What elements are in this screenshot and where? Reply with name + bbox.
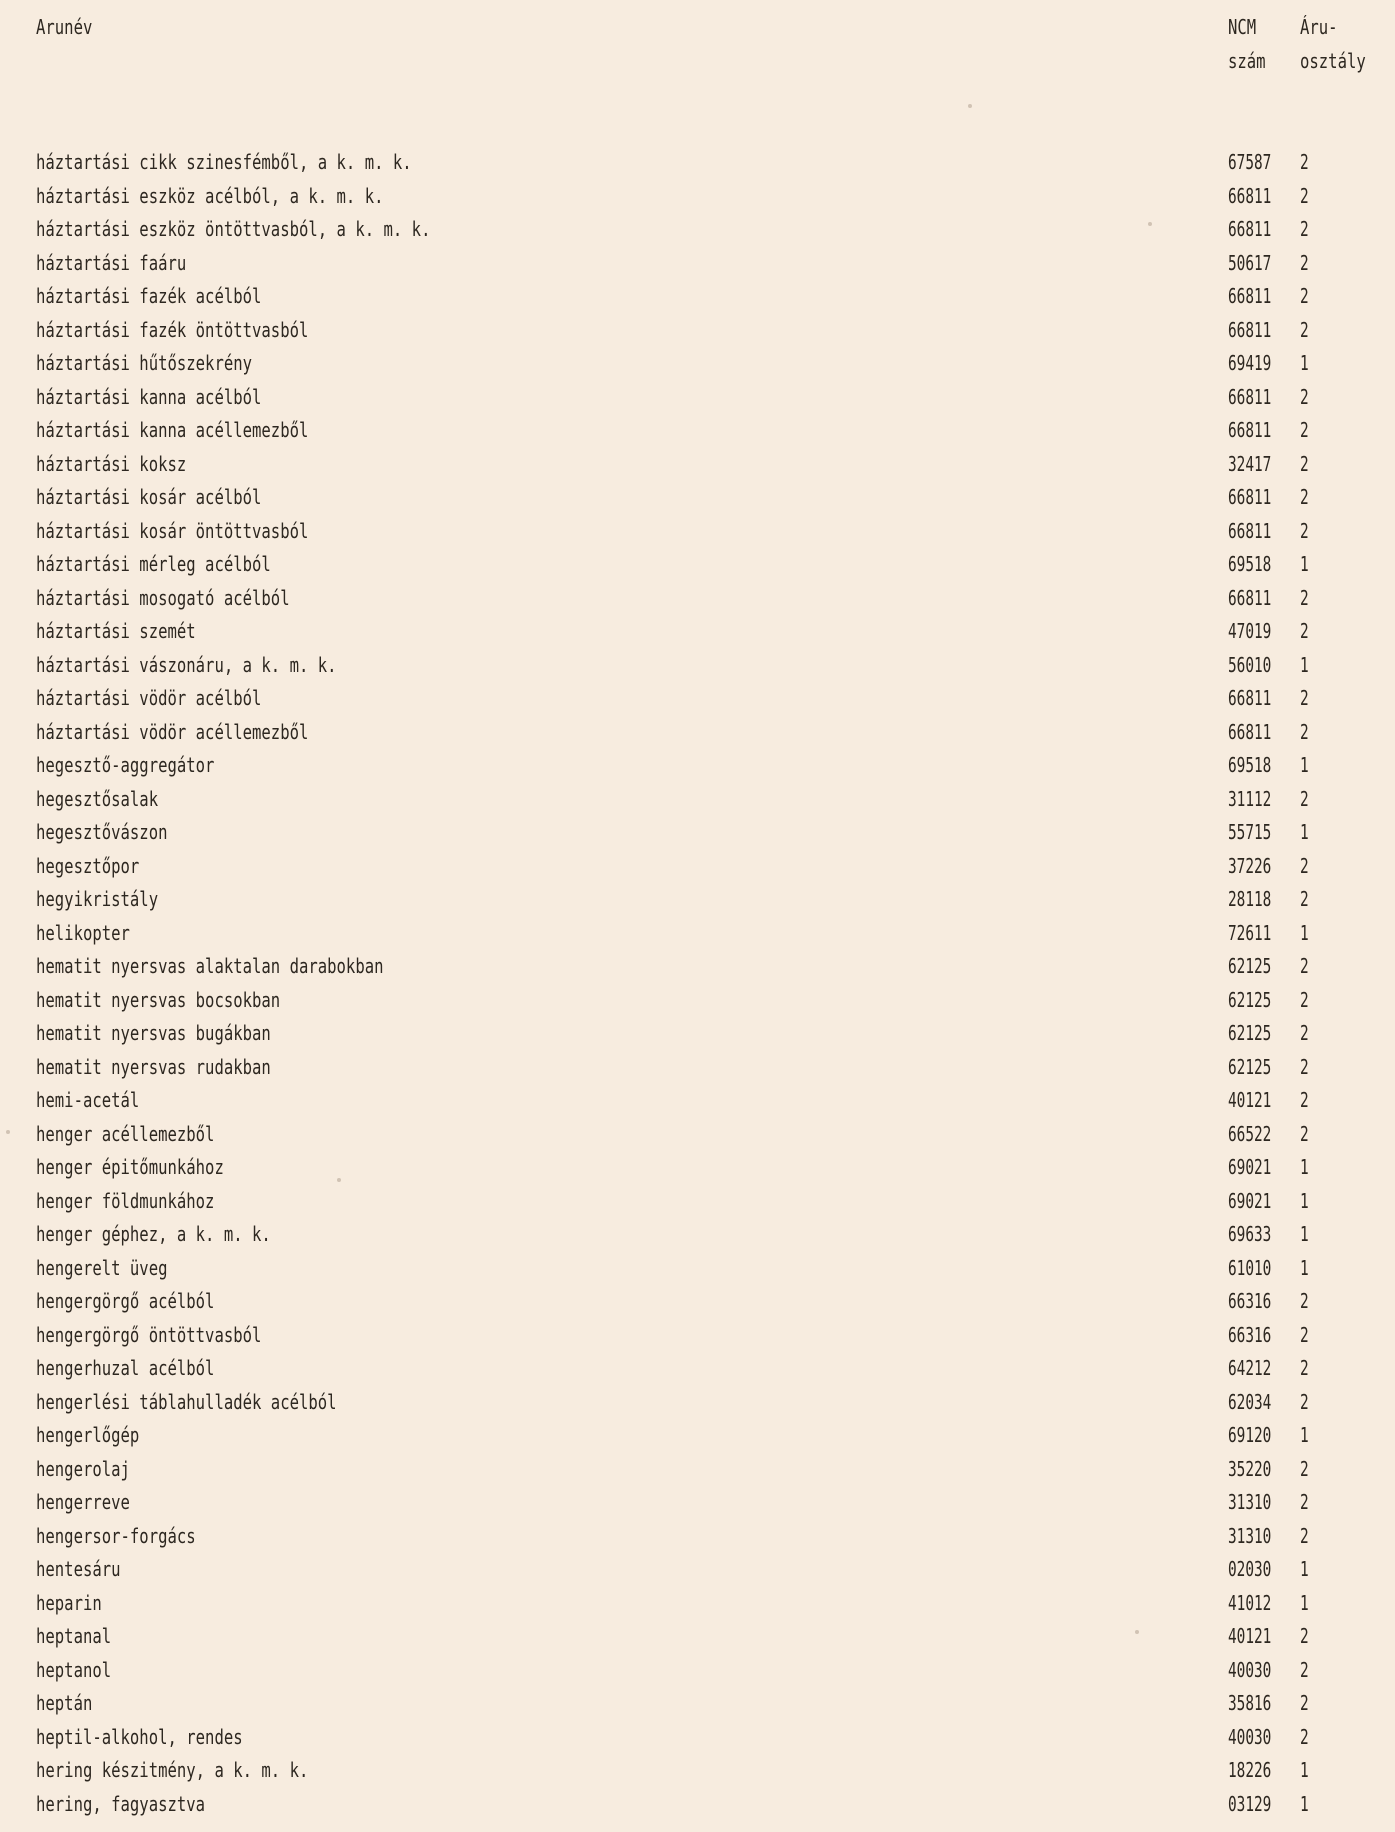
paper-speck [968, 104, 972, 108]
product-name: hematit nyersvas rudakban [36, 1054, 271, 1079]
table-row [0, 280, 1395, 314]
table-row [0, 381, 1395, 415]
product-class: 2 [1300, 1021, 1309, 1045]
product-class: 2 [1300, 384, 1309, 409]
product-class: 2 [1300, 150, 1309, 174]
product-class: 1 [1300, 753, 1309, 777]
product-class: 2 [1300, 1456, 1309, 1481]
product-class: 2 [1300, 250, 1309, 275]
table-row [0, 950, 1395, 984]
ncm-number: 40030 [1228, 1657, 1272, 1682]
ncm-number: 66811 [1228, 585, 1272, 610]
table-row [0, 1185, 1395, 1219]
table-row [0, 1687, 1395, 1721]
product-name: háztartási mosogató acélból [36, 585, 290, 610]
product-class: 1 [1300, 1590, 1309, 1615]
product-class: 2 [1300, 686, 1309, 710]
ncm-number: 69518 [1228, 753, 1272, 777]
ncm-number: 37226 [1228, 853, 1272, 878]
column-header-name: Arunév [36, 15, 93, 39]
table-row [0, 548, 1395, 582]
product-name: hegyikristály [36, 887, 159, 911]
table-row [0, 1017, 1395, 1051]
ncm-number: 66811 [1228, 384, 1272, 409]
ncm-number: 40121 [1228, 1088, 1272, 1112]
product-name: hengergörgő acélból [36, 1289, 215, 1313]
product-name: háztartási vödör acélból [36, 686, 262, 710]
table-row [0, 481, 1395, 515]
product-class: 2 [1300, 1356, 1309, 1380]
table-row [0, 1553, 1395, 1587]
product-class: 2 [1300, 619, 1309, 643]
product-class: 1 [1300, 1188, 1309, 1213]
ncm-number: 40121 [1228, 1624, 1272, 1648]
product-class: 1 [1300, 1222, 1309, 1246]
product-class: 1 [1300, 1155, 1309, 1179]
ncm-number: 62125 [1228, 954, 1272, 978]
product-class: 1 [1300, 1557, 1309, 1581]
ncm-number: 69633 [1228, 1222, 1272, 1246]
table-row [0, 1352, 1395, 1386]
product-class: 2 [1300, 954, 1309, 978]
product-name: heptanal [36, 1624, 112, 1648]
product-name: henger épitőmunkához [36, 1155, 224, 1179]
product-name: hegesztősalak [36, 786, 159, 811]
product-name: hengerreve [36, 1490, 130, 1514]
product-class: 2 [1300, 284, 1309, 308]
product-class: 2 [1300, 217, 1309, 241]
ncm-number: 69021 [1228, 1188, 1272, 1213]
ncm-number: 35220 [1228, 1456, 1272, 1481]
ncm-number: 72611 [1228, 920, 1272, 945]
ncm-number: 31310 [1228, 1490, 1272, 1514]
table-row [0, 1754, 1395, 1788]
product-class: 2 [1300, 1490, 1309, 1514]
table-row [0, 213, 1395, 247]
table-row [0, 1118, 1395, 1152]
ncm-number: 66811 [1228, 686, 1272, 710]
ncm-number: 18226 [1228, 1758, 1272, 1782]
product-name: háztartási cikk szinesfémből, a k. m. k. [36, 150, 412, 174]
product-name: háztartási kanna acéllemezből [36, 418, 309, 442]
product-name: háztartási faáru [36, 250, 187, 275]
product-class: 2 [1300, 317, 1309, 342]
product-name: háztartási szemét [36, 619, 196, 643]
product-class: 2 [1300, 1289, 1309, 1313]
table-row [0, 515, 1395, 549]
product-class: 2 [1300, 786, 1309, 811]
table-row [0, 1419, 1395, 1453]
product-class: 2 [1300, 585, 1309, 610]
product-name: heptanol [36, 1657, 112, 1682]
ncm-number: 31112 [1228, 786, 1272, 811]
ncm-number: 62125 [1228, 1021, 1272, 1045]
ncm-number: 66811 [1228, 217, 1272, 241]
table-row [0, 649, 1395, 683]
table-row [0, 1084, 1395, 1118]
product-name: hengerelt üveg [36, 1255, 168, 1280]
table-row [0, 850, 1395, 884]
table-row [0, 314, 1395, 348]
ncm-number: 67587 [1228, 150, 1272, 174]
product-class: 1 [1300, 1255, 1309, 1280]
product-name: hematit nyersvas bocsokban [36, 987, 281, 1012]
ncm-number: 56010 [1228, 652, 1272, 677]
product-name: helikopter [36, 920, 130, 945]
table-row [0, 146, 1395, 180]
product-name: hering készitmény, a k. m. k. [36, 1758, 309, 1782]
table-row [0, 247, 1395, 281]
product-name: háztartási vászonáru, a k. m. k. [36, 652, 337, 677]
table-row [0, 1520, 1395, 1554]
product-class: 1 [1300, 652, 1309, 677]
table-row [0, 615, 1395, 649]
product-class: 1 [1300, 1758, 1309, 1782]
ncm-number: 62125 [1228, 987, 1272, 1012]
product-name: hengerlési táblahulladék acélból [36, 1389, 337, 1414]
product-class: 2 [1300, 1724, 1309, 1749]
product-name: hegesztőpor [36, 853, 140, 878]
table-row [0, 749, 1395, 783]
product-name: háztartási kanna acélból [36, 384, 262, 409]
ncm-number: 66522 [1228, 1121, 1272, 1146]
column-header-class [1300, 13, 1366, 81]
product-name: háztartási eszköz öntöttvasból, a k. m. k. [36, 217, 431, 241]
table-row [0, 448, 1395, 482]
product-name: heptán [36, 1691, 93, 1715]
table-row [0, 1620, 1395, 1654]
ncm-number: 40030 [1228, 1724, 1272, 1749]
product-class: 2 [1300, 1389, 1309, 1414]
column-header-class-line1: Áru- [1300, 15, 1338, 39]
product-class: 2 [1300, 887, 1309, 911]
table-row [0, 716, 1395, 750]
table-row [0, 1788, 1395, 1822]
product-class: 1 [1300, 820, 1309, 844]
product-class: 2 [1300, 1657, 1309, 1682]
product-class: 2 [1300, 451, 1309, 476]
column-header-ncm [1228, 13, 1266, 81]
ncm-number: 32417 [1228, 451, 1272, 476]
product-name: hengerolaj [36, 1456, 130, 1481]
table-row [0, 1721, 1395, 1755]
ncm-number: 55715 [1228, 820, 1272, 844]
ncm-number: 47019 [1228, 619, 1272, 643]
ncm-number: 66811 [1228, 418, 1272, 442]
product-name: háztartási vödör acéllemezből [36, 719, 309, 744]
ncm-number: 41012 [1228, 1590, 1272, 1615]
table-row [0, 1654, 1395, 1688]
table-row [0, 1051, 1395, 1085]
ncm-number: 64212 [1228, 1356, 1272, 1380]
product-list [0, 146, 1395, 1821]
product-name: háztartási kosár acélból [36, 485, 262, 509]
product-class: 2 [1300, 1054, 1309, 1079]
table-row [0, 1218, 1395, 1252]
product-name: hengerhuzal acélból [36, 1356, 215, 1380]
ncm-number: 66811 [1228, 518, 1272, 543]
product-class: 2 [1300, 418, 1309, 442]
table-row [0, 883, 1395, 917]
ncm-number: 69518 [1228, 552, 1272, 576]
ncm-number: 62034 [1228, 1389, 1272, 1414]
product-name: háztartási mérleg acélból [36, 552, 271, 576]
ncm-number: 61010 [1228, 1255, 1272, 1280]
product-name: hegesztővászon [36, 820, 168, 844]
table-row [0, 1252, 1395, 1286]
product-name: hematit nyersvas alaktalan darabokban [36, 954, 384, 978]
product-name: hengergörgő öntöttvasból [36, 1322, 262, 1347]
table-row [0, 1386, 1395, 1420]
ncm-number: 66811 [1228, 284, 1272, 308]
product-class: 2 [1300, 1322, 1309, 1347]
product-class: 2 [1300, 1691, 1309, 1715]
product-name: hematit nyersvas bugákban [36, 1021, 271, 1045]
product-class: 2 [1300, 1088, 1309, 1112]
product-class: 2 [1300, 719, 1309, 744]
table-row [0, 1587, 1395, 1621]
product-name: heparin [36, 1590, 102, 1615]
table-row [0, 582, 1395, 616]
column-header-ncm-line1: NCM [1228, 15, 1257, 39]
ncm-number: 31310 [1228, 1523, 1272, 1548]
product-name: hentesáru [36, 1557, 121, 1581]
product-name: hemi-acetál [36, 1088, 140, 1112]
product-name: háztartási eszköz acélból, a k. m. k. [36, 183, 384, 208]
ncm-number: 66811 [1228, 485, 1272, 509]
product-class: 2 [1300, 1121, 1309, 1146]
table-row [0, 984, 1395, 1018]
table-row [0, 1151, 1395, 1185]
column-header-class-line2: osztály [1300, 49, 1366, 73]
ncm-number: 69419 [1228, 351, 1272, 375]
ncm-number: 69021 [1228, 1155, 1272, 1179]
column-header-ncm-line2: szám [1228, 49, 1266, 73]
product-class: 2 [1300, 485, 1309, 509]
ncm-number: 66316 [1228, 1289, 1272, 1313]
table-row [0, 1486, 1395, 1520]
product-class: 2 [1300, 518, 1309, 543]
product-name: háztartási fazék öntöttvasból [36, 317, 309, 342]
ncm-number: 03129 [1228, 1791, 1272, 1816]
product-name: háztartási kosár öntöttvasból [36, 518, 309, 543]
ncm-number: 02030 [1228, 1557, 1272, 1581]
table-row [0, 180, 1395, 214]
table-row [0, 1319, 1395, 1353]
product-class: 2 [1300, 183, 1309, 208]
product-class: 2 [1300, 987, 1309, 1012]
ncm-number: 66811 [1228, 317, 1272, 342]
table-row [0, 917, 1395, 951]
ncm-number: 50617 [1228, 250, 1272, 275]
product-class: 1 [1300, 1791, 1309, 1816]
product-class: 1 [1300, 1423, 1309, 1447]
ncm-number: 28118 [1228, 887, 1272, 911]
table-row [0, 783, 1395, 817]
product-class: 1 [1300, 552, 1309, 576]
table-row [0, 816, 1395, 850]
product-class: 2 [1300, 853, 1309, 878]
ncm-number: 66811 [1228, 719, 1272, 744]
product-name: henger géphez, a k. m. k. [36, 1222, 271, 1246]
product-class: 1 [1300, 920, 1309, 945]
product-class: 2 [1300, 1624, 1309, 1648]
product-name: háztartási fazék acélból [36, 284, 262, 308]
table-row [0, 682, 1395, 716]
table-row [0, 1453, 1395, 1487]
product-class: 2 [1300, 1523, 1309, 1548]
product-name: hering, fagyasztva [36, 1791, 206, 1816]
table-row [0, 1285, 1395, 1319]
product-name: hengersor-forgács [36, 1523, 196, 1548]
product-name: heptil-alkohol, rendes [36, 1724, 243, 1749]
product-name: henger földmunkához [36, 1188, 215, 1213]
ncm-number: 62125 [1228, 1054, 1272, 1079]
product-name: hegesztő-aggregátor [36, 753, 215, 777]
product-name: háztartási koksz [36, 451, 187, 476]
product-class: 1 [1300, 351, 1309, 375]
product-name: háztartási hűtőszekrény [36, 351, 253, 375]
ncm-number: 66811 [1228, 183, 1272, 208]
product-name: henger acéllemezből [36, 1121, 215, 1146]
ncm-number: 66316 [1228, 1322, 1272, 1347]
table-row [0, 414, 1395, 448]
ncm-number: 69120 [1228, 1423, 1272, 1447]
product-name: hengerlőgép [36, 1423, 140, 1447]
table-row [0, 347, 1395, 381]
ncm-number: 35816 [1228, 1691, 1272, 1715]
